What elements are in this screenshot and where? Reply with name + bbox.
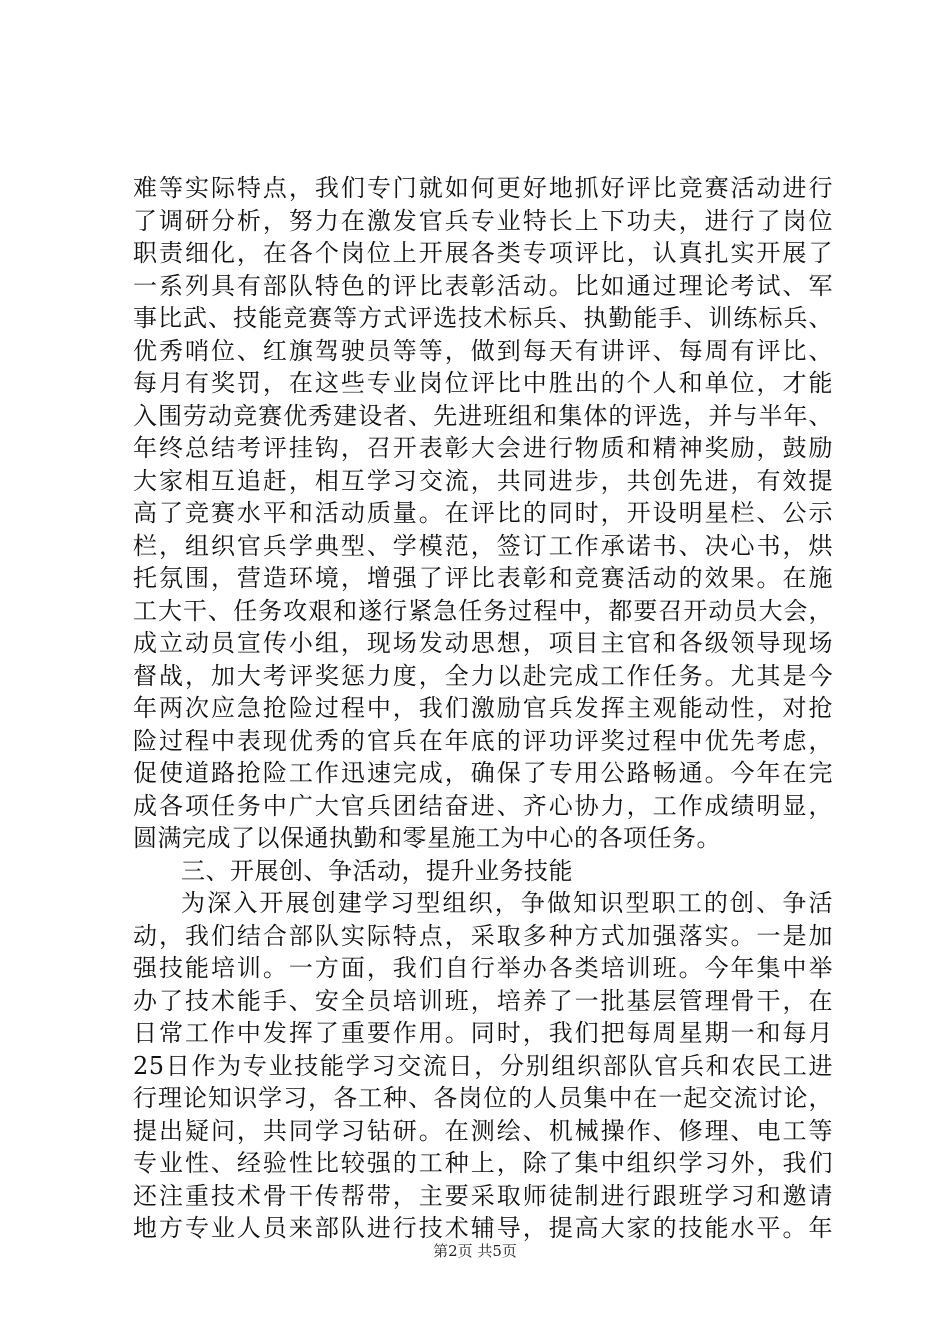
section-heading: 三、开展创、争活动，提升业务技能: [181, 856, 573, 885]
text-line: 入围劳动竞赛优秀建设者、先进班组和集体的评选，并与半年、: [133, 401, 833, 430]
text-line: 行理论知识学习，各工种、各岗位的人员集中在一起交流讨论，: [133, 1084, 833, 1112]
text-line: 了调研分析，努力在激发官兵专业特长上下功夫，进行了岗位: [133, 206, 833, 235]
text-line: 栏，组织官兵学典型、学模范，签订工作承诺书、决心书，烘: [133, 531, 833, 560]
text-line: 年两次应急抢险过程中，我们激励官兵发挥主观能动性，对抢: [133, 694, 833, 722]
text-line: 工大干、任务攻艰和遂行紧急任务过程中，都要召开动员大会，: [133, 596, 833, 625]
text-line: 成立动员宣传小组，现场发动思想，项目主官和各级领导现场: [133, 629, 833, 657]
text-line: 难等实际特点，我们专门就如何更好地抓好评比竞赛活动进行: [133, 174, 833, 202]
text-line: 办了技术能手、安全员培训班，培养了一批基层管理骨干，在: [133, 986, 833, 1015]
text-line: 险过程中表现优秀的官兵在年底的评功评奖过程中优先考虑，: [133, 726, 833, 755]
text-line: 圆满完成了以保通执勤和零星施工为中心的各项任务。: [133, 824, 721, 852]
text-line: 托氛围，营造环境，增强了评比表彰和竞赛活动的效果。在施: [133, 564, 833, 592]
text-line: 还注重技术骨干传帮带，主要采取师徒制进行跟班学习和邀请: [133, 1181, 833, 1210]
text-line: 优秀哨位、红旗驾驶员等等，做到每天有讲评、每周有评比、: [133, 336, 833, 365]
text-line: 促使道路抢险工作迅速完成，确保了专用公路畅通。今年在完: [133, 759, 833, 787]
text-line: 地方专业人员来部队进行技术辅导，提高大家的技能水平。年: [133, 1214, 833, 1242]
text-line: 高了竞赛水平和活动质量。在评比的同时，开设明星栏、公示: [133, 499, 833, 527]
text-line: 大家相互追赶，相互学习交流，共同进步，共创先进，有效提: [133, 466, 833, 495]
text-line: 一系列具有部队特色的评比表彰活动。比如通过理论考试、军: [133, 271, 833, 300]
text-line: 强技能培训。一方面，我们自行举办各类培训班。今年集中举: [133, 954, 833, 982]
text-line: 年终总结考评挂钩，召开表彰大会进行物质和精神奖励，鼓励: [133, 434, 833, 462]
text-line: 督战，加大考评奖惩力度，全力以赴完成工作任务。尤其是今: [133, 661, 833, 690]
text-line: 职责细化，在各个岗位上开展各类专项评比，认真扎实开展了: [133, 239, 833, 267]
text-line: 为深入开展创建学习型组织，争做知识型职工的创、争活: [181, 889, 833, 917]
text-line: 动，我们结合部队实际特点，采取多种方式加强落实。一是加: [133, 921, 833, 950]
text-line: 专业性、经验性比较强的工种上，除了集中组织学习外，我们: [133, 1149, 833, 1177]
body-text: [133, 172, 833, 1245]
text-line: 提出疑问，共同学习钻研。在测绘、机械操作、修理、电工等: [133, 1116, 833, 1145]
text-line: 日常工作中发挥了重要作用。同时，我们把每周星期一和每月: [133, 1019, 833, 1047]
text-line: 25日作为专业技能学习交流日，分别组织部队官兵和农民工进: [133, 1051, 833, 1080]
text-line: 每月有奖罚，在这些专业岗位评比中胜出的个人和单位，才能: [133, 369, 833, 397]
text-line: 成各项任务中广大官兵团结奋进、齐心协力，工作成绩明显，: [133, 791, 833, 820]
page-number-footer: 第2页 共5页: [433, 1242, 517, 1260]
text-line: 事比武、技能竞赛等方式评选技术标兵、执勤能手、训练标兵、: [133, 304, 833, 332]
